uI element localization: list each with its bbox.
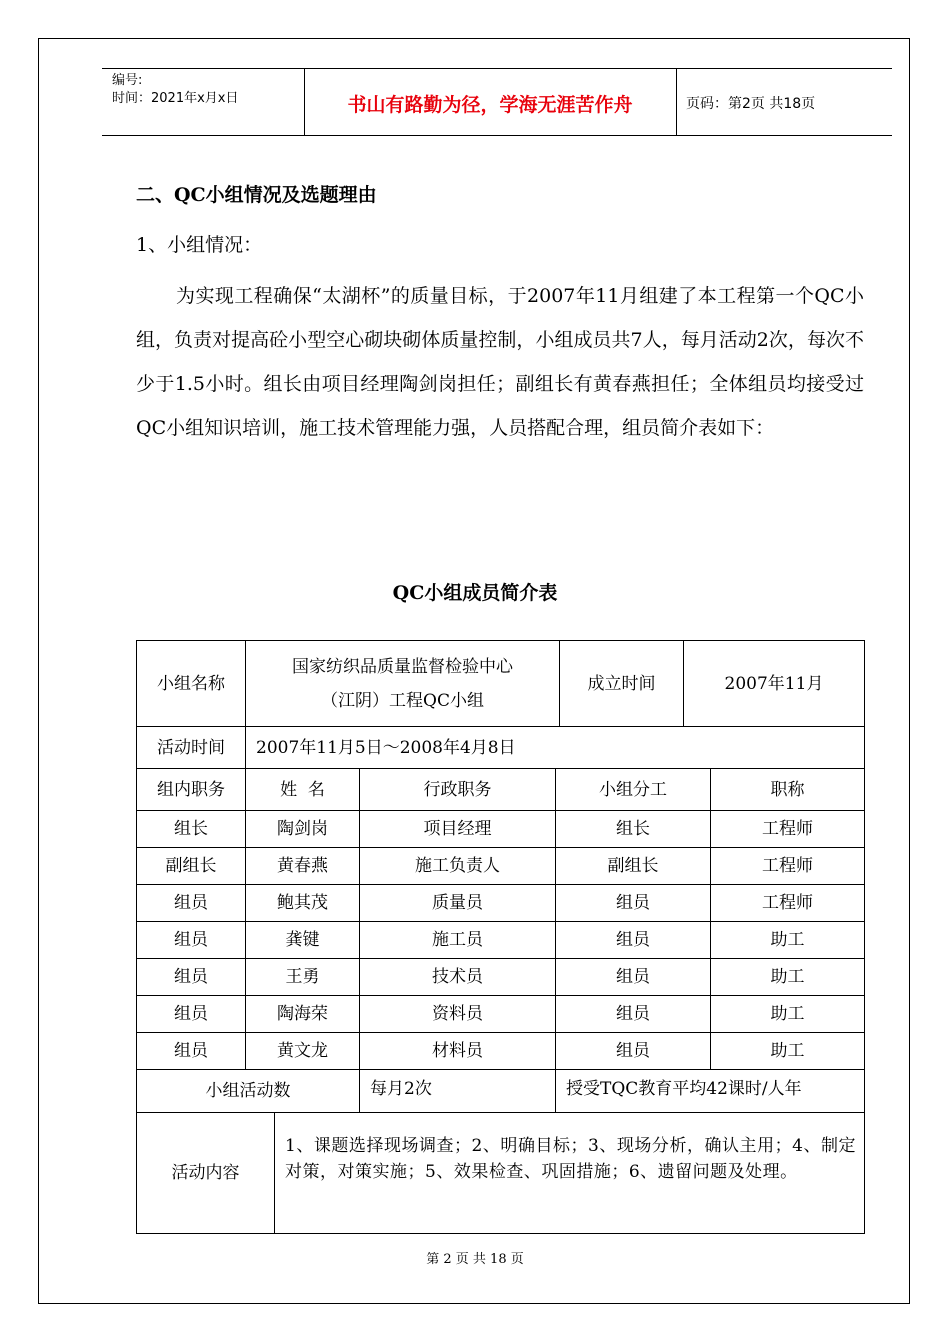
- column-header: 职称: [710, 768, 865, 811]
- table-cell-position: 质量员: [359, 884, 556, 922]
- table-cell-title: 助工: [710, 958, 865, 996]
- header-bottom-rule: [102, 135, 892, 136]
- activity-content-value: 1、课题选择现场调查；2、明确目标；3、现场分析，确认主用；4、制定对策，对策实施；5、效果检查、巩固措施；6、遗留问题及处理。: [274, 1112, 865, 1234]
- table-cell-position: 项目经理: [359, 810, 556, 848]
- column-header: 姓 名: [245, 768, 360, 811]
- activity-time-value: 2007年11月5日～2008年4月8日: [245, 726, 865, 769]
- header-motto: 书山有路勤为径，学海无涯苦作舟: [347, 94, 633, 116]
- table-cell-title: 工程师: [710, 847, 865, 885]
- table-cell-role: 组长: [136, 810, 246, 848]
- table-cell-name: 陶海荣: [245, 995, 360, 1033]
- table-cell-role: 组员: [136, 995, 246, 1033]
- founded-label: 成立时间: [559, 640, 684, 727]
- group-name-label: 小组名称: [136, 640, 246, 727]
- table-cell-role: 副组长: [136, 847, 246, 885]
- column-header: 组内职务: [136, 768, 246, 811]
- education-value: 授受TQC教育平均42课时/人年: [555, 1069, 865, 1113]
- subsection-title: 1、小组情况：: [136, 234, 263, 256]
- table-cell-position: 技术员: [359, 958, 556, 996]
- table-cell-name: 陶剑岗: [245, 810, 360, 848]
- table-cell-division: 副组长: [555, 847, 711, 885]
- table-cell-role: 组员: [136, 884, 246, 922]
- table-cell-division: 组员: [555, 921, 711, 959]
- table-cell-position: 材料员: [359, 1032, 556, 1070]
- document-number-label: 编号:: [112, 73, 143, 88]
- table-cell-title: 助工: [710, 921, 865, 959]
- table-cell-division: 组员: [555, 1032, 711, 1070]
- group-name-line: 国家纺织品质量监督检验中心: [292, 656, 513, 677]
- group-name-value: [245, 640, 560, 727]
- page-footer: 第 2 页 共 18 页: [426, 1252, 524, 1267]
- table-title: QC小组成员简介表: [392, 582, 558, 604]
- activity-count-value: 每月2次: [359, 1069, 556, 1113]
- table-cell-name: 黄文龙: [245, 1032, 360, 1070]
- header-page-info: 页码：第2页 共18页: [686, 96, 816, 112]
- table-cell-position: 施工员: [359, 921, 556, 959]
- group-name-line: （江阴）工程QC小组: [321, 690, 484, 711]
- table-cell-name: 黄春燕: [245, 847, 360, 885]
- column-header: 行政职务: [359, 768, 556, 811]
- table-cell-division: 组员: [555, 884, 711, 922]
- table-cell-title: 工程师: [710, 810, 865, 848]
- document-time: 时间：2021年x月x日: [112, 91, 239, 106]
- body-paragraph: 为实现工程确保“太湖杯”的质量目标，于2007年11月组建了本工程第一个QC小组，负责对提高砼小型空心砌块砌体质量控制，小组成员共7人，每月活动2次，每次不少于1.5小时。组长由项目经理陶剑岗担任；副组长有黄春燕担任；全体组员均接受过QC小组知识培训，施工技术管理能力强，人员搭配合理，组员简介表如下：: [136, 285, 864, 439]
- table-cell-title: 助工: [710, 1032, 865, 1070]
- table-cell-role: 组员: [136, 1032, 246, 1070]
- table-cell-division: 组员: [555, 995, 711, 1033]
- table-cell-position: 资料员: [359, 995, 556, 1033]
- section-title: 二、QC小组情况及选题理由: [136, 184, 377, 206]
- table-cell-position: 施工负责人: [359, 847, 556, 885]
- table-cell-division: 组长: [555, 810, 711, 848]
- table-cell-name: 王勇: [245, 958, 360, 996]
- member-table: [136, 640, 865, 1234]
- activity-count-label: 小组活动数: [136, 1069, 360, 1113]
- header-meta: [112, 72, 238, 108]
- table-cell-name: 鲍其茂: [245, 884, 360, 922]
- table-cell-name: 龚键: [245, 921, 360, 959]
- founded-value: 2007年11月: [683, 640, 865, 727]
- activity-content-label: 活动内容: [136, 1112, 275, 1234]
- table-cell-role: 组员: [136, 921, 246, 959]
- table-cell-role: 组员: [136, 958, 246, 996]
- header-divider: [676, 68, 677, 136]
- table-cell-title: 助工: [710, 995, 865, 1033]
- table-cell-division: 组员: [555, 958, 711, 996]
- header-top-rule: [102, 68, 892, 69]
- table-cell-title: 工程师: [710, 884, 865, 922]
- column-header: 小组分工: [555, 768, 711, 811]
- activity-time-label: 活动时间: [136, 726, 246, 769]
